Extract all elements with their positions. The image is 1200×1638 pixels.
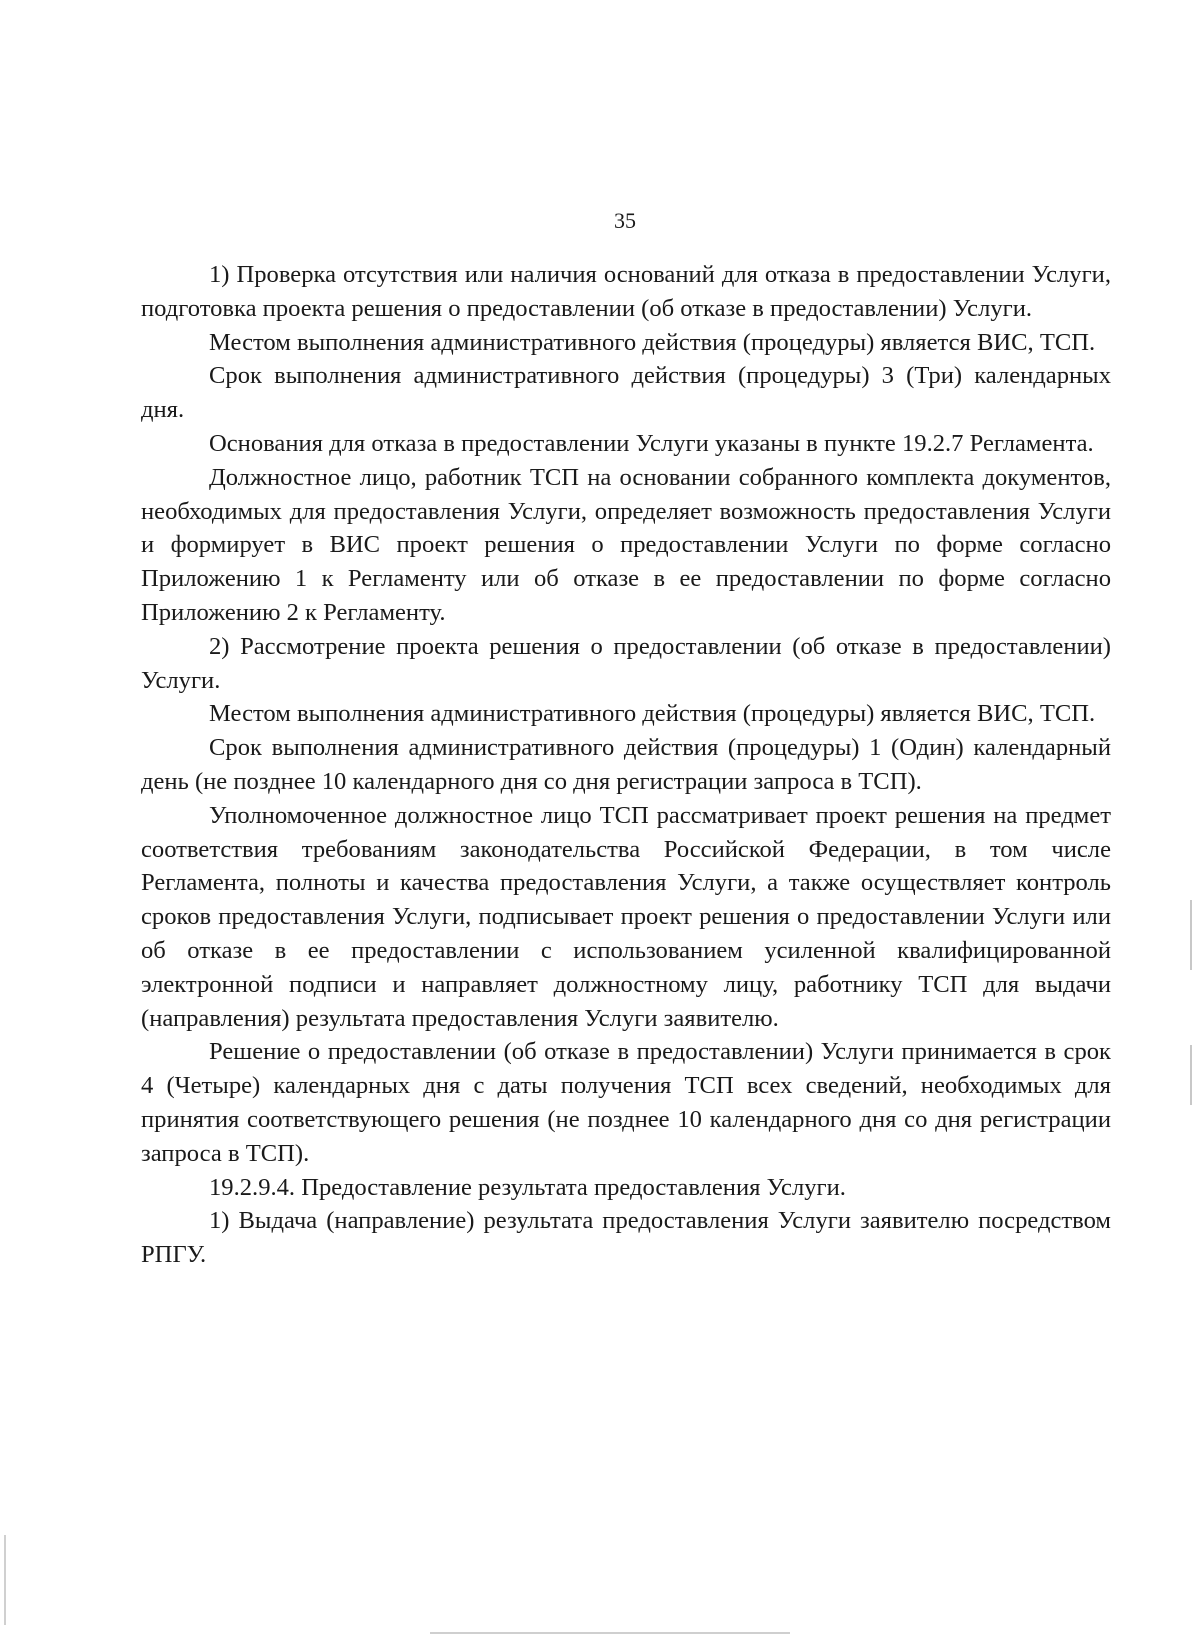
scan-artifact bbox=[4, 1535, 6, 1625]
paragraph: Местом выполнения административного действия (процедуры) является ВИС, ТСП. bbox=[209, 700, 1096, 728]
page-number: 35 bbox=[614, 208, 636, 233]
paragraph: 1) Выдача (направление) результата предоставления Услуги заявителю посредством РПГУ. bbox=[141, 1207, 1111, 1269]
section-heading: 19.2.9.4. Предоставление результата предоставления Услуги. bbox=[209, 1173, 846, 1201]
paragraph: 2) Рассмотрение проекта решения о предоставлении (об отказе в предоставлении) Услуги. bbox=[141, 632, 1111, 694]
paragraph: Основания для отказа в предоставлении Услуги указаны в пункте 19.2.7 Регламента. bbox=[209, 429, 1094, 457]
paragraph: Местом выполнения административного действия (процедуры) является ВИС, ТСП. bbox=[209, 328, 1096, 356]
paragraph: Решение о предоставлении (об отказе в предоставлении) Услуги принимается в срок 4 (Четыре) календарных дня с даты получения ТСП всех сведений, необходимых для принятия соответствующего решения (не позднее 10 календарного дня со дня регистрации запроса в ТСП). bbox=[141, 1038, 1111, 1167]
paragraph: 1) Проверка отсутствия или наличия оснований для отказа в предоставлении Услуги, подготовка проекта решения о предоставлении (об отказе в предоставлении) Услуги. bbox=[141, 261, 1111, 322]
paragraph: Должностное лицо, работник ТСП на основании собранного комплекта документов, необходимых для предоставления Услуги, определяет возможность предоставления Услуги и формирует в ВИС проект решения о предоставлении Услуги по форме согласно Приложению 1 к Регламенту или об отказе в ее предоставлении по форме согласно Приложению 2 к Регламенту. bbox=[141, 463, 1111, 626]
scan-artifact bbox=[1190, 900, 1192, 970]
scan-artifact bbox=[1190, 1045, 1192, 1105]
paragraph: Уполномоченное должностное лицо ТСП рассматривает проект решения на предмет соответствия требованиям законодательства Российской Федерации, в том числе Регламента, полноты и качества предоставления Услуги, а также осуществляет контроль сроков предоставления Услуги, подписывает проект решения о предоставлении Услуги или об отказе в ее предоставлении с использованием усиленной квалифицированной электронной подписи и направляет должностному лицу, работнику ТСП для выдачи (направления) результата предоставления Услуги заявителю. bbox=[141, 801, 1111, 1032]
scan-artifact bbox=[430, 1632, 790, 1634]
document-body bbox=[141, 258, 1111, 1272]
paragraph: Срок выполнения административного действия (процедуры) 1 (Один) календарный день (не позднее 10 календарного дня со дня регистрации запроса в ТСП). bbox=[141, 734, 1111, 795]
paragraph: Срок выполнения административного действия (процедуры) 3 (Три) календарных дня. bbox=[141, 362, 1111, 424]
